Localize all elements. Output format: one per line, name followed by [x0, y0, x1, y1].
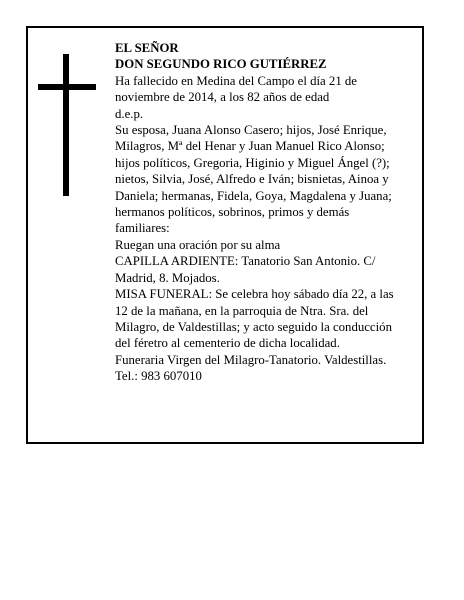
notice-line: hijos políticos, Gregoria, Higinio y Miguel Ángel (?); [115, 155, 390, 170]
notice-line: familiares: [115, 221, 170, 236]
deceased-title: EL SEÑOR [115, 41, 179, 55]
cross-horizontal-bar [38, 84, 96, 90]
notice-line: Funeraria Virgen del Milagro-Tanatorio. Valdestillas. [115, 352, 387, 367]
notice-line: Daniela; hermanas, Fidela, Goya, Magdalena y Juana; [115, 188, 392, 203]
notice-line: CAPILLA ARDIENTE: Tanatorio San Antonio. C/ [115, 254, 376, 269]
notice-line: d.e.p. [115, 106, 144, 121]
notice-line: Ha fallecido en Medina del Campo el día 21 de [115, 73, 357, 88]
notice-line: Tel.: 983 607010 [115, 369, 202, 384]
obituary-text [115, 40, 415, 385]
notice-line: hermanos políticos, sobrinos, primos y demás [115, 205, 350, 220]
notice-line: MISA FUNERAL: Se celebra hoy sábado día 22, a las [115, 287, 394, 302]
notice-line: del féretro al cementerio de dicha localidad. [115, 336, 340, 351]
notice-line: Madrid, 8. Mojados. [115, 270, 220, 285]
notice-line: Su esposa, Juana Alonso Casero; hijos, José Enrique, [115, 123, 387, 138]
notice-line: Ruegan una oración por su alma [115, 237, 281, 252]
notice-line: nietos, Silvia, José, Alfredo e Iván; bisnietas, Ainoa y [115, 172, 389, 187]
notice-line: Milagro, de Valdestillas; y acto seguido la conducción [115, 319, 392, 334]
notice-line: Milagros, Mª del Henar y Juan Manuel Rico Alonso; [115, 139, 385, 154]
notice-line: 12 de la mañana, en la parroquia de Ntra. Sra. del [115, 303, 369, 318]
cross-vertical-bar [63, 54, 69, 196]
deceased-name: DON SEGUNDO RICO GUTIÉRREZ [115, 57, 327, 72]
notice-line: noviembre de 2014, a los 82 años de edad [115, 90, 330, 105]
